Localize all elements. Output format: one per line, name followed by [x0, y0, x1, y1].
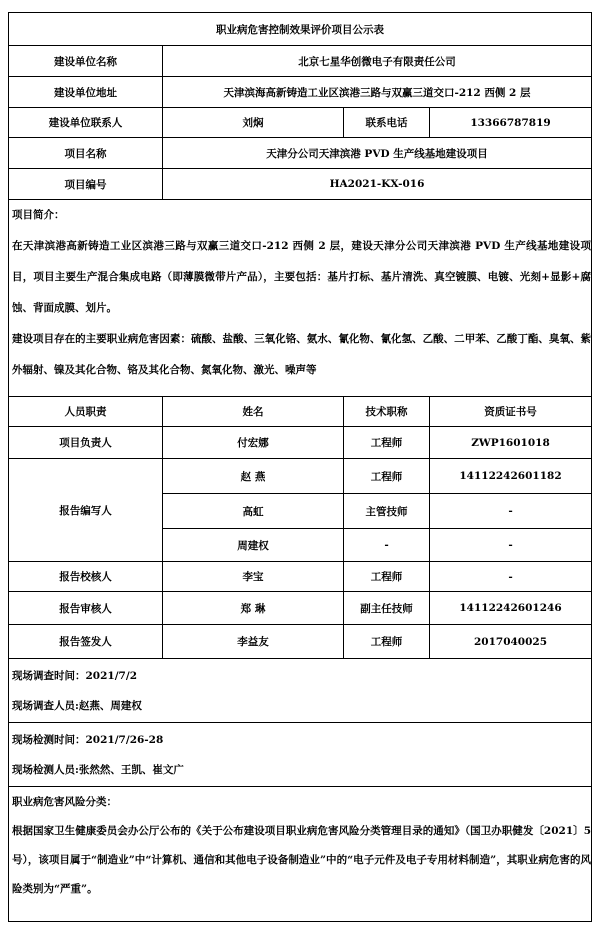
table-row — [9, 562, 592, 592]
name-cell: 李益友 — [163, 625, 344, 659]
title-cell: 工程师 — [344, 427, 430, 459]
risk-classification-cell — [9, 787, 592, 922]
address-label: 建设单位地址 — [9, 77, 163, 108]
name-cell: 赵 燕 — [163, 459, 344, 494]
header-role: 人员职责 — [9, 397, 163, 427]
survey-time: 现场调查时间：2021/7/2 — [12, 669, 138, 682]
disclosure-table — [8, 12, 592, 922]
header-cert: 资质证书号 — [430, 397, 592, 427]
cert-cell: ZWP1601018 — [430, 427, 592, 459]
table-row — [9, 427, 592, 459]
project-no-label: 项目编号 — [9, 169, 163, 200]
header-name: 姓名 — [163, 397, 344, 427]
title-cell: - — [344, 529, 430, 562]
contact-label: 建设单位联系人 — [9, 108, 163, 138]
survey-cell — [9, 659, 592, 723]
role-cell: 报告校核人 — [9, 562, 163, 592]
role-cell: 项目负责人 — [9, 427, 163, 459]
name-cell: 高虹 — [163, 494, 344, 529]
test-time: 现场检测时间：2021/7/26-28 — [12, 733, 164, 746]
cert-cell: - — [430, 529, 592, 562]
title-cell: 工程师 — [344, 459, 430, 494]
cert-cell: 14112242601246 — [430, 592, 592, 625]
cert-cell: 2017040025 — [430, 625, 592, 659]
cert-cell: - — [430, 494, 592, 529]
contact-value: 刘焖 — [163, 108, 344, 138]
phone-value: 13366787819 — [430, 108, 592, 138]
title-cell: 主管技师 — [344, 494, 430, 529]
testing-cell — [9, 723, 592, 787]
survey-staff: 现场调查人员:赵燕、周建权 — [12, 699, 142, 712]
project-name-value: 天津分公司天津滨港 PVD 生产线基地建设项目 — [163, 138, 592, 169]
phone-label: 联系电话 — [344, 108, 430, 138]
header-title: 技术职称 — [344, 397, 430, 427]
table-row — [9, 459, 592, 494]
title-cell: 副主任技师 — [344, 592, 430, 625]
role-cell: 报告审核人 — [9, 592, 163, 625]
role-cell: 报告编写人 — [9, 459, 163, 562]
project-no-value: HA2021-KX-016 — [163, 169, 592, 200]
hazard-factors: 建设项目存在的主要职业病危害因素：硫酸、盐酸、三氧化铬、氨水、氰化物、氰化氢、乙酸、二甲苯、乙酸丁酯、臭氧、紫外辐射、镍及其化合物、铬及其化合物、氮氧化物、激光、噪声等 — [12, 333, 591, 376]
form-title: 职业病危害控制效果评价项目公示表 — [9, 13, 592, 46]
intro-heading: 项目简介： — [12, 209, 65, 221]
title-cell: 工程师 — [344, 562, 430, 592]
risk-text: 根据国家卫生健康委员会办公厅公布的《关于公布建设项目职业病危害风险分类管理目录的通知》（国卫办职健发〔2021〕5 号），该项目属于“制造业”中“计算机、通信和其他电子设备制造业”中的“电子元件及电子专用材料制造”，其职业病危害的风险类别为“严重”。 — [12, 825, 591, 895]
name-cell: 周建权 — [163, 529, 344, 562]
table-row — [9, 592, 592, 625]
risk-heading: 职业病危害风险分类： — [12, 796, 117, 808]
disclosure-form — [8, 12, 591, 934]
unit-name-value: 北京七星华创微电子有限责任公司 — [163, 46, 592, 77]
intro-text: 在天津滨港高新铸造工业区滨港三路与双赢三道交口-212 西侧 2 层，建设天津分公司天津滨港 PVD 生产线基地建设项目，项目主要生产混合集成电路（即薄膜微带片产品），主要包括：基片打标、基片清洗、真空镀膜、电镀、光刻+显影+腐蚀、背面成膜、划片。 — [12, 240, 591, 314]
test-staff: 现场检测人员:张然然、王凯、崔文广 — [12, 763, 184, 776]
role-cell: 报告签发人 — [9, 625, 163, 659]
cert-cell: - — [430, 562, 592, 592]
name-cell: 郑 琳 — [163, 592, 344, 625]
table-row — [9, 625, 592, 659]
unit-name-label: 建设单位名称 — [9, 46, 163, 77]
cert-cell: 14112242601182 — [430, 459, 592, 494]
name-cell: 付宏娜 — [163, 427, 344, 459]
project-name-label: 项目名称 — [9, 138, 163, 169]
title-cell: 工程师 — [344, 625, 430, 659]
name-cell: 李宝 — [163, 562, 344, 592]
address-value: 天津滨海高新铸造工业区滨港三路与双赢三道交口-212 西侧 2 层 — [163, 77, 592, 108]
project-intro-cell — [9, 200, 592, 397]
